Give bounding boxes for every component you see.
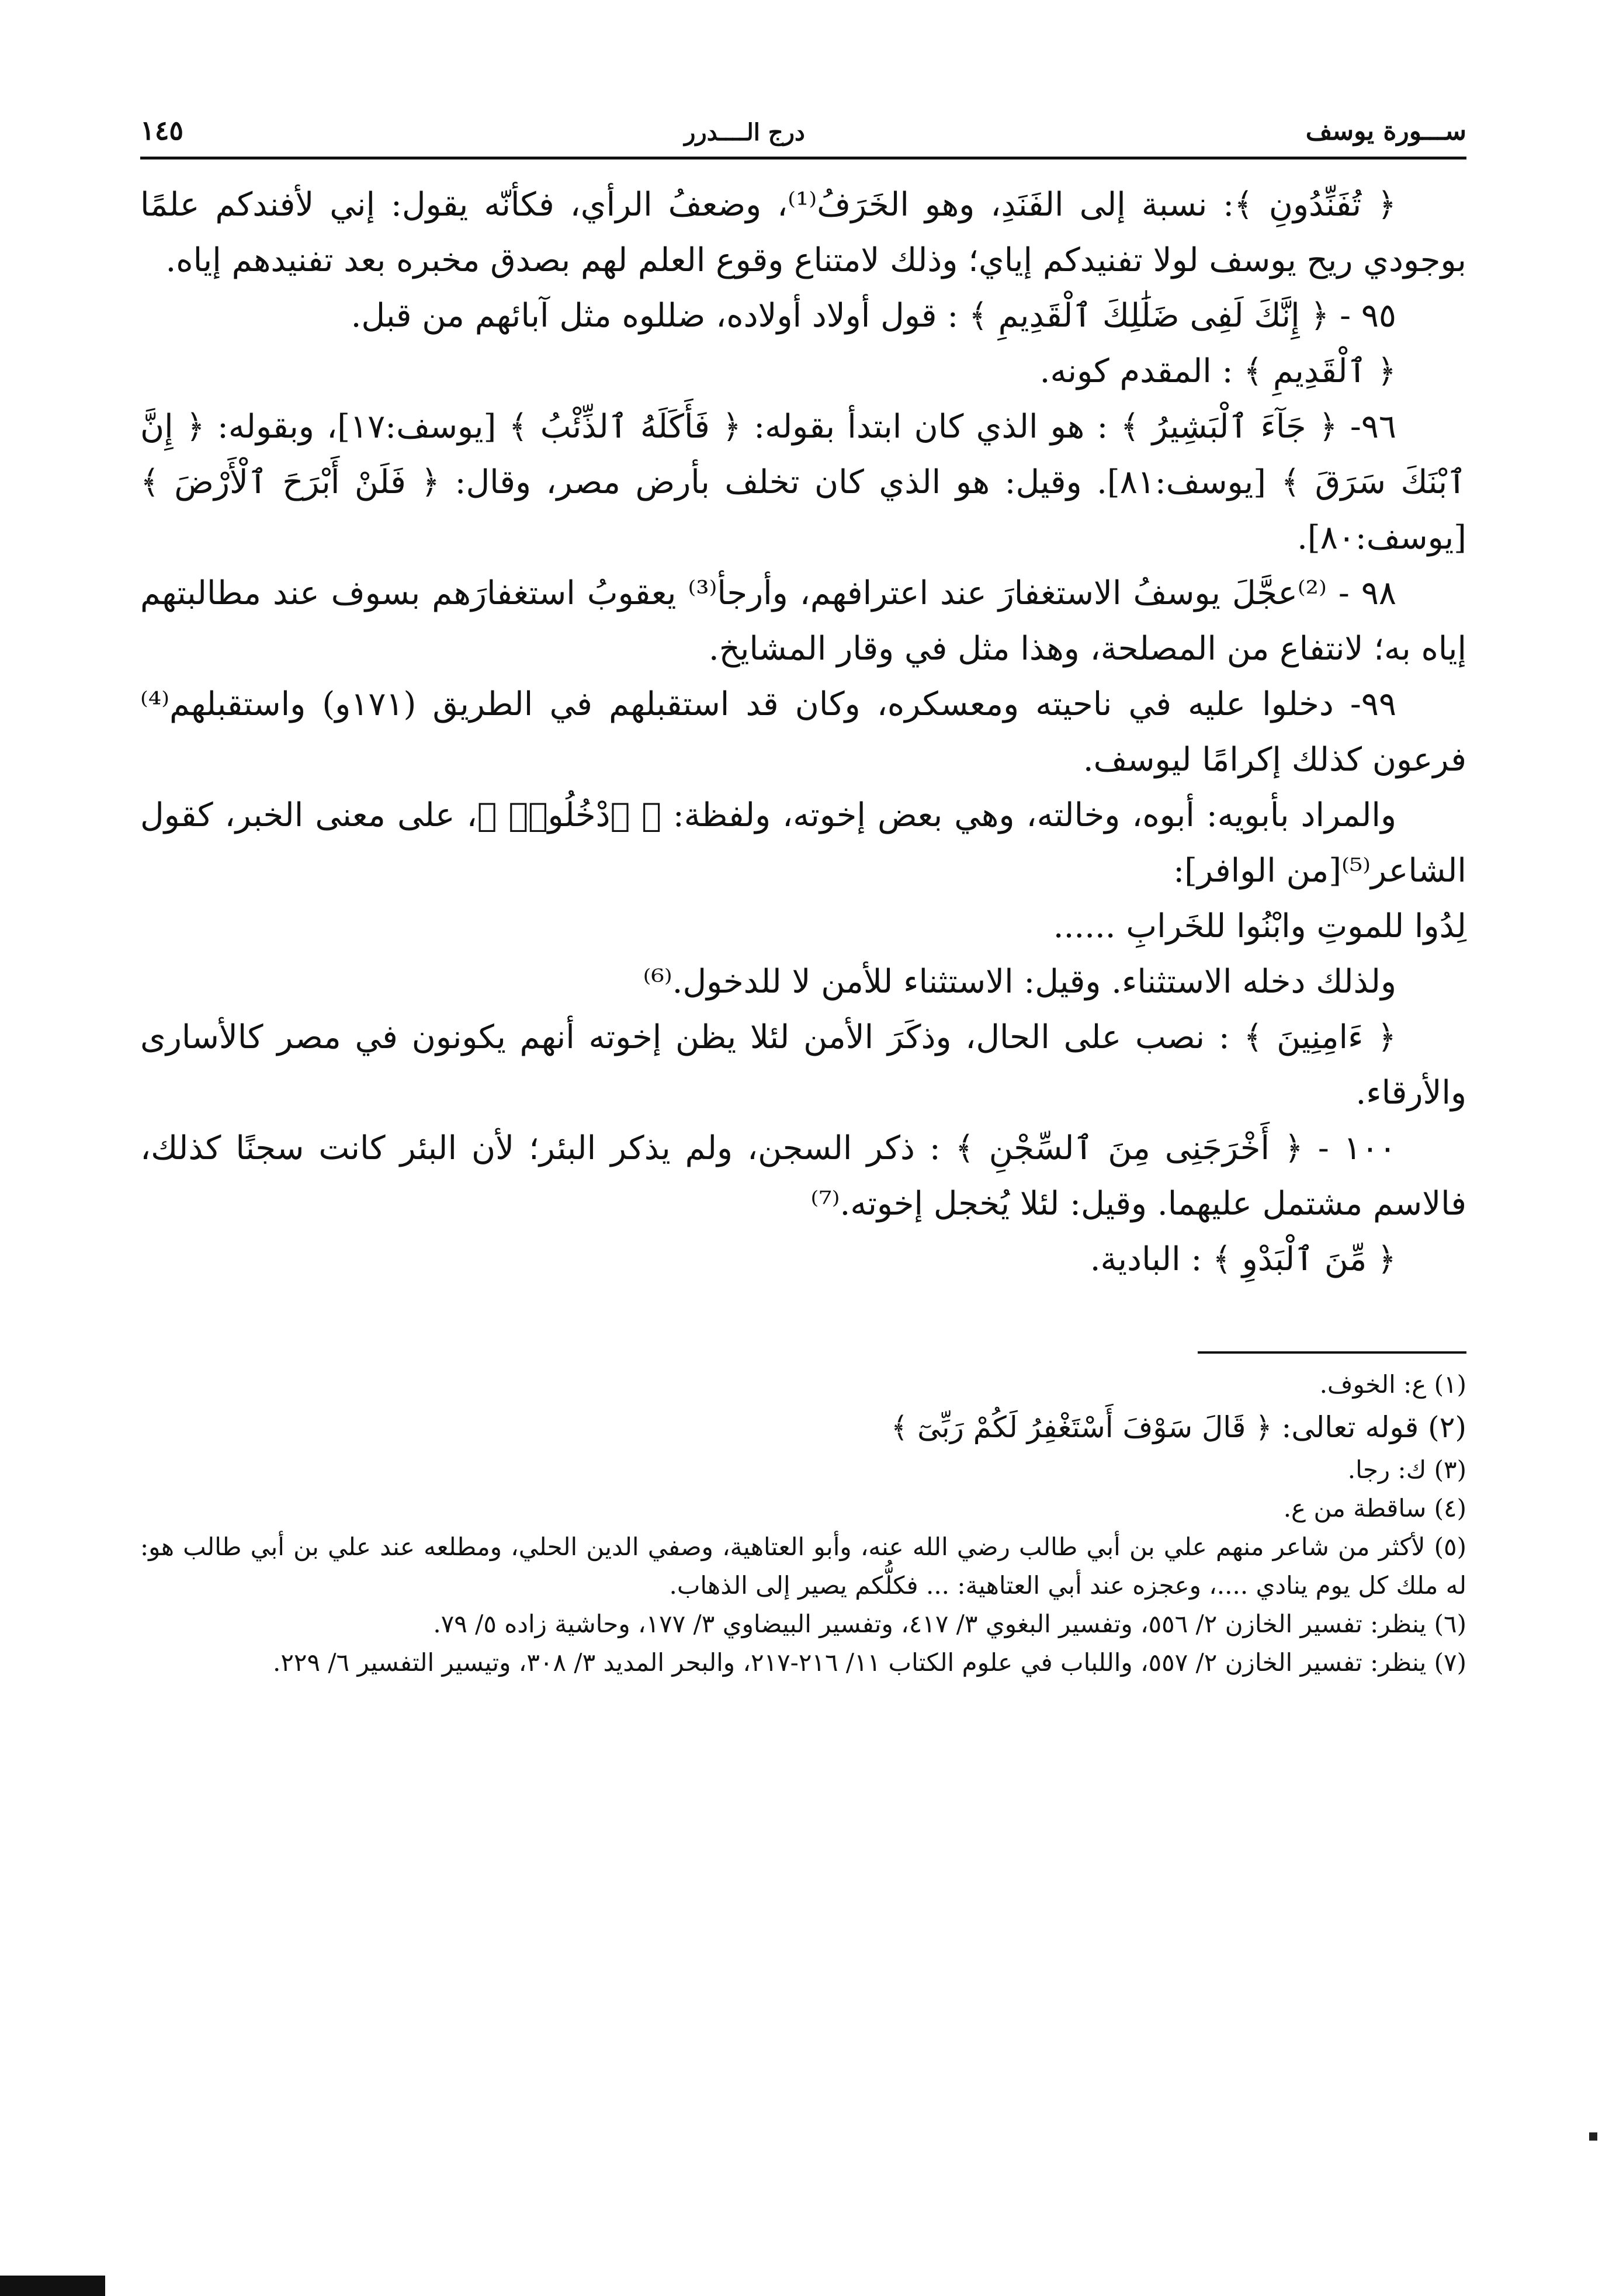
paragraph: ٩٨ - ⁽²⁾عجَّلَ يوسفُ الاستغفارَ عند اعترافهم، وأرجأ⁽³⁾ يعقوبُ استغفارَهم بسوف عند مطالبتهم إياه به؛ لانتفاع من المصلحة، وهذا مثل في وقار المشايخ.: [140, 574, 1466, 668]
paragraph: ﴿ مِّنَ ٱلْبَدْوِ ﴾ : البادية.: [1090, 1240, 1396, 1278]
main-text: [140, 177, 1466, 1287]
footnotes: [140, 1365, 1466, 1682]
paragraph: ١٠٠ - ﴿ أَخْرَجَنِى مِنَ ٱلسِّجْنِ ﴾ : ذكر السجن، ولم يذكر البئر؛ لأن البئر كانت سجنًا كذلك، فالاسم مشتمل عليهما. وقيل: لئلا يُخجل إخوته.⁽⁷⁾: [140, 1129, 1466, 1223]
footnote: (٤) ساقطة من ع.: [1283, 1494, 1466, 1522]
surah-title: ســـورة يوسف: [1305, 116, 1466, 146]
page-number: ١٤٥: [140, 115, 184, 146]
paragraph: ولذلك دخله الاستثناء. وقيل: الاستثناء للأمن لا للدخول.⁽⁶⁾: [643, 963, 1396, 1001]
running-header: [140, 99, 1466, 146]
paragraph: ٩٦- ﴿ جَآءَ ٱلْبَشِيرُ ﴾ : هو الذي كان ابتدأ بقوله: ﴿ فَأَكَلَهُ ٱلذِّئْبُ ﴾ [يوسف:١٧]، وبقوله: ﴿ إِنَّ ٱبْنَكَ سَرَقَ ﴾ [يوسف:٨١]. وقيل: هو الذي كان تخلف بأرض مصر، وقال: ﴿ فَلَنْ أَبْرَحَ ٱلْأَرْضَ ﴾ [يوسف:٨٠].: [140, 408, 1466, 557]
paragraph: ﴿ تُفَنِّدُونِ ﴾: نسبة إلى الفَنَدِ، وهو الخَرَفُ⁽¹⁾، وضعفُ الرأي، فكأنّه يقول: إني لأفندكم علمًا بوجودي ريح يوسف لولا تفنيدكم إياي؛ وذلك لامتناع وقوع العلم لهم بصدق مخبره بعد تفنيدهم إياه.: [140, 186, 1466, 279]
footnote: (٣) ك: رجا.: [1347, 1455, 1466, 1484]
footnote: (٢) قوله تعالى: ﴿ قَالَ سَوْفَ أَسْتَغْفِرُ لَكُمْ رَبِّىٓ ﴾: [890, 1410, 1466, 1444]
scan-mark: [1589, 2132, 1597, 2141]
paragraph: والمراد بأبويه: أبوه، وخالته، وهي بعض إخوته، ولفظة: ﴿ ٱدْخُلُوا۟ ﴾، على معنى الخبر، كقول الشاعر⁽⁵⁾[من الوافر]:: [140, 796, 1466, 890]
book-page: [140, 99, 1466, 1682]
paragraph: ٩٥ - ﴿ إِنَّكَ لَفِى ضَلَٰلِكَ ٱلْقَدِيمِ ﴾ : قول أولاد أولاده، ضللوه مثل آبائهم من قبل.: [351, 297, 1396, 335]
paragraph: ﴿ ٱلْقَدِيمِ ﴾ : المقدم كونه.: [1039, 352, 1396, 390]
footnote: (٧) ينظر: تفسير الخازن ٢/ ٥٥٧، واللباب في علوم الكتاب ١١/ ٢١٦-٢١٧، والبحر المديد ٣/ ٣٠٨، وتيسير التفسير ٦/ ٢٢٩.: [272, 1648, 1466, 1677]
footnote: (٥) لأكثر من شاعر منهم علي بن أبي طالب رضي الله عنه، وأبو العتاهية، وصفي الدين الحلي، ومطلعه عند علي بن أبي طالب هو: له ملك كل يوم ينادي ....، وعجزه عند أبي العتاهية: ... فكلُّكم يصير إلى الذهاب.: [140, 1532, 1466, 1600]
footnote: (١) ع: الخوف.: [1319, 1370, 1466, 1399]
poetry-verse: لِدُوا للموتِ وابْنُوا للخَرابِ ......: [1053, 907, 1466, 945]
paragraph: ٩٩- دخلوا عليه في ناحيته ومعسكره، وكان قد استقبلهم في الطريق (١٧١و) واستقبلهم⁽⁴⁾ فرعون كذلك إكرامًا ليوسف.: [140, 685, 1466, 779]
header-rule: [140, 157, 1466, 159]
paragraph: ﴿ ءَامِنِينَ ﴾ : نصب على الحال، وذكَرَ الأمن لئلا يظن إخوته أنهم يكونون في مصر كالأسارى والأرقاء.: [140, 1018, 1466, 1112]
scan-edge-mark: [0, 2276, 105, 2296]
book-title: درج الــــدرر: [684, 119, 805, 146]
footnote-separator: [1198, 1351, 1466, 1354]
footnote: (٦) ينظر: تفسير الخازن ٢/ ٥٥٦، وتفسير البغوي ٣/ ٤١٧، وتفسير البيضاوي ٣/ ١٧٧، وحاشية زاده ٥/ ٧٩.: [433, 1610, 1466, 1638]
